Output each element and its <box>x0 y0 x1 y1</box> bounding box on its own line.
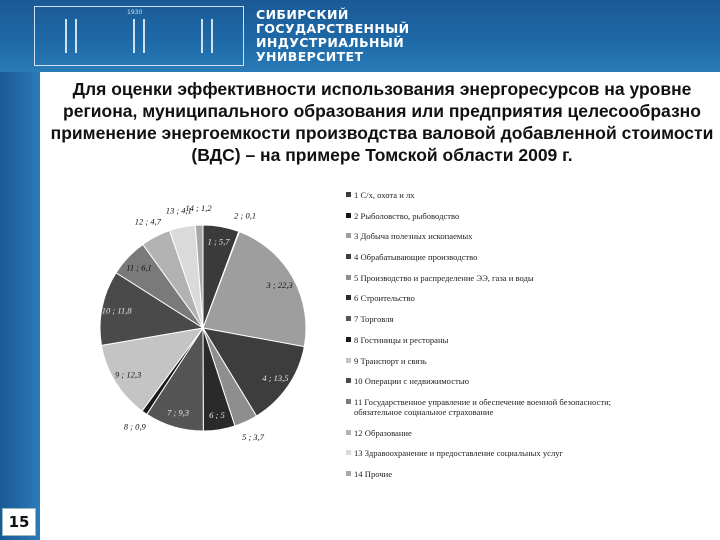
emblem-year: 1930 <box>127 9 143 16</box>
legend-item-3 <box>346 231 620 241</box>
university-emblem <box>34 6 244 66</box>
legend-swatch <box>346 275 351 280</box>
legend-item-7 <box>346 314 620 324</box>
legend-item-2 <box>346 211 620 221</box>
legend-label: 5 Производство и распределение ЭЭ, газа и воды <box>354 272 534 283</box>
legend-swatch <box>346 233 351 238</box>
legend-swatch <box>346 399 351 404</box>
university-name-line: УНИВЕРСИТЕТ <box>256 49 364 64</box>
legend-swatch <box>346 213 351 218</box>
slide-title: Для оценки эффективности использования энергоресурсов на уровне региона, муниципального образования или предприятия целесообразно применение энергоемкости производства валовой добавленной стоимости (ВДС) – на примере Томской области 2009 г. <box>50 79 714 165</box>
legend-item-8 <box>346 335 620 345</box>
legend-item-1 <box>346 190 620 200</box>
legend-swatch <box>346 316 351 321</box>
pie-data-label-7: 7 ; 9,3 <box>167 407 190 418</box>
pie-data-label-5: 5 ; 3,7 <box>242 432 265 443</box>
university-name-line: СИБИРСКИЙ <box>256 7 349 22</box>
pie-data-label-11: 11 ; 6,1 <box>126 262 152 273</box>
legend-label: 12 Образование <box>354 427 412 438</box>
pie-chart <box>60 190 350 470</box>
legend-item-9 <box>346 356 620 366</box>
pie-data-label-10: 10 ; 11,8 <box>101 305 132 316</box>
legend-swatch <box>346 295 351 300</box>
header-bar <box>0 0 720 72</box>
legend-label: 9 Транспорт и связь <box>354 355 427 366</box>
left-side-bar <box>0 72 40 540</box>
legend-label: 3 Добыча полезных ископаемых <box>354 231 473 242</box>
emblem-column-left <box>65 19 77 53</box>
university-name-line: ИНДУСТРИАЛЬНЫЙ <box>256 35 405 50</box>
legend-label: 7 Торговля <box>354 314 394 325</box>
legend-label: 6 Строительство <box>354 293 415 304</box>
legend-item-11 <box>346 397 620 417</box>
legend-label: 13 Здравоохранение и предоставление социальных услуг <box>354 448 564 459</box>
legend-item-13 <box>346 448 620 458</box>
pie-data-label-8: 8 ; 0,9 <box>123 421 146 432</box>
legend-item-12 <box>346 428 620 438</box>
pie-data-label-9: 9 ; 12,3 <box>115 369 142 380</box>
pie-data-label-2: 2 ; 0,1 <box>234 210 257 221</box>
legend-item-5 <box>346 273 620 283</box>
legend-label: 1 С/х, охота и лх <box>354 190 415 200</box>
university-name <box>256 8 409 64</box>
page-number: 15 <box>2 508 36 536</box>
legend-item-14 <box>346 469 620 479</box>
university-name-line: ГОСУДАРСТВЕННЫЙ <box>256 21 410 36</box>
pie-data-label-6: 6 ; 5 <box>209 409 225 420</box>
pie-data-label-13: 13 ; 4,1 <box>165 205 192 216</box>
legend-label: 8 Гостиницы и рестораны <box>354 334 449 345</box>
chart-legend <box>346 190 620 490</box>
legend-swatch <box>346 358 351 363</box>
emblem-column-mid <box>133 19 145 53</box>
legend-item-10 <box>346 376 620 386</box>
legend-swatch <box>346 430 351 435</box>
emblem-column-right <box>201 19 213 53</box>
legend-label: 11 Государственное управление и обеспечение военной безопасности; обязательное социальное страхование <box>354 396 612 417</box>
legend-label: 10 Операции с недвижимостью <box>354 376 470 387</box>
pie-data-label-1: 1 ; 5,7 <box>207 236 230 247</box>
legend-swatch <box>346 192 351 197</box>
legend-item-4 <box>346 252 620 262</box>
legend-swatch <box>346 378 351 383</box>
legend-swatch <box>346 450 351 455</box>
pie-data-label-3: 3 ; 22,3 <box>266 279 293 290</box>
pie-data-label-4: 4 ; 13,5 <box>262 372 289 383</box>
pie-data-label-12: 12 ; 4,7 <box>134 216 161 227</box>
legend-item-6 <box>346 293 620 303</box>
legend-label: 2 Рыболовство, рыбоводство <box>354 210 460 221</box>
legend-label: 4 Обрабатывающие производство <box>354 252 478 263</box>
legend-swatch <box>346 337 351 342</box>
legend-swatch <box>346 254 351 259</box>
legend-label: 14 Прочие <box>354 468 393 479</box>
legend-swatch <box>346 471 351 476</box>
pie-data-label-14: 14 ; 1,2 <box>185 203 212 214</box>
